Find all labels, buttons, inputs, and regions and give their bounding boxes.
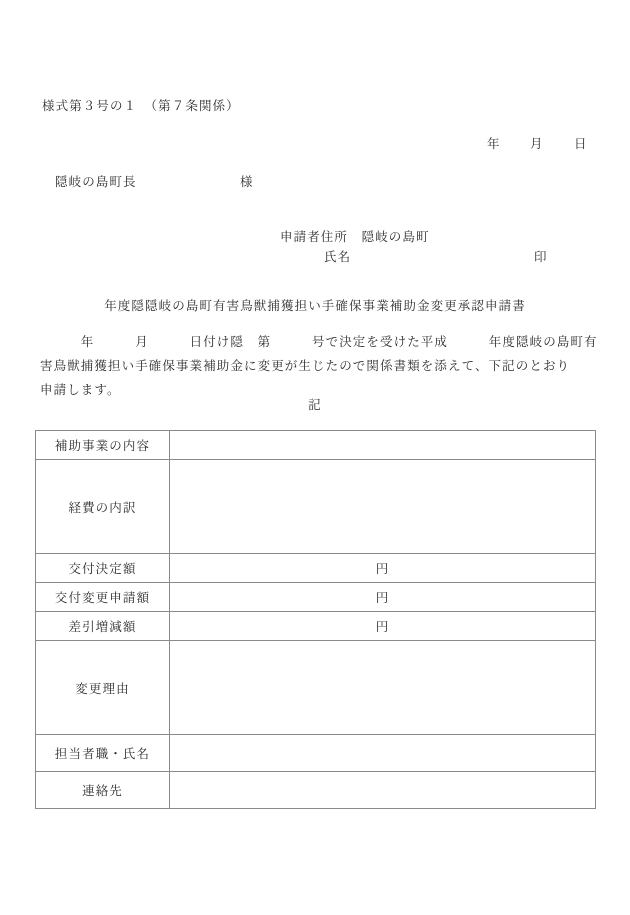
body-paragraph-line-1: 年 月 日付け隠 第 号で決定を受けた平成 年度隠岐の島町有	[40, 335, 598, 349]
form-number: 様式第３号の１ （第７条関係）	[42, 99, 240, 113]
table-row	[36, 772, 596, 809]
table-row-value[interactable]: 円	[170, 554, 596, 583]
table-row	[36, 554, 596, 583]
table-row-label: 経費の内訳	[36, 460, 170, 554]
table-row-value[interactable]	[170, 641, 596, 735]
table-row	[36, 460, 596, 554]
table-row-label: 差引増減額	[36, 612, 170, 641]
date-year-label: 年	[487, 137, 501, 151]
addressee-honorific: 様	[240, 175, 254, 189]
table-row-value[interactable]	[170, 735, 596, 772]
table-row	[36, 583, 596, 612]
applicant-name-label: 氏名	[324, 250, 352, 264]
table-row-value[interactable]: 円	[170, 612, 596, 641]
table-row	[36, 431, 596, 460]
document-title: 年度隠隠岐の島町有害鳥獣捕獲担い手確保事業補助金変更承認申請書	[104, 299, 526, 313]
body-paragraph-line-3: 申請します。	[40, 383, 121, 397]
table-row-value[interactable]	[170, 431, 596, 460]
table-row-value[interactable]	[170, 772, 596, 809]
application-detail-table	[35, 430, 596, 809]
table-row-label: 担当者職・氏名	[36, 735, 170, 772]
table-row-value[interactable]	[170, 460, 596, 554]
table-row	[36, 641, 596, 735]
table-row-label: 交付決定額	[36, 554, 170, 583]
table-row-label: 変更理由	[36, 641, 170, 735]
table-row-label: 交付変更申請額	[36, 583, 170, 612]
date-day-label: 日	[574, 137, 588, 151]
table-row	[36, 612, 596, 641]
table-row-label: 補助事業の内容	[36, 431, 170, 460]
table-row	[36, 735, 596, 772]
ki-heading: 記	[308, 398, 322, 412]
table-row-value[interactable]: 円	[170, 583, 596, 612]
date-month-label: 月	[530, 137, 544, 151]
applicant-address-label: 申請者住所 隠岐の島町	[280, 230, 430, 244]
table-row-label: 連絡先	[36, 772, 170, 809]
body-paragraph-line-2: 害鳥獣捕獲担い手確保事業補助金に変更が生じたので関係書類を添えて、下記のとおり	[40, 359, 571, 373]
seal-mark: 印	[534, 250, 548, 264]
addressee-title: 隠岐の島町長	[55, 175, 137, 189]
table-body	[36, 431, 596, 809]
